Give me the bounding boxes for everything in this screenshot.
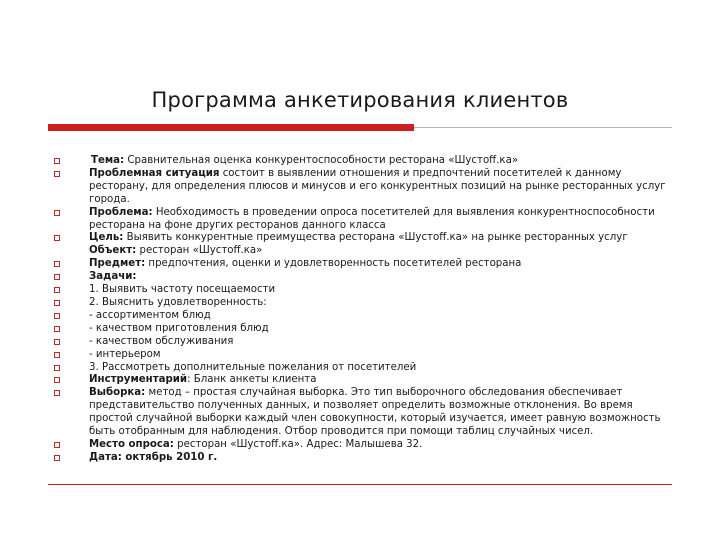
item-text: предпочтения, оценки и удовлетворенность посетителей ресторана	[145, 258, 522, 270]
hollow-square-bullet-icon	[54, 274, 60, 280]
item-label: Предмет:	[89, 258, 146, 270]
item-text: - интерьером	[89, 348, 161, 360]
item-label: Проблемная ситуация	[89, 167, 220, 179]
list-item-task-1	[54, 284, 674, 297]
item-label: Проблема:	[89, 206, 153, 218]
item-text: 3. Рассмотреть дополнительные пожелания от посетителей	[89, 361, 417, 373]
list-item-goal	[54, 232, 674, 245]
list-item-task-2b	[54, 323, 674, 336]
item-text: Сравнительная оценка конкурентоспособности ресторана «Шустoff.ка»	[124, 155, 519, 166]
list-item-task-2c	[54, 336, 674, 349]
item-text: 2. Выяснить удовлетворенность:	[89, 296, 267, 308]
list-item-problem-situation	[54, 168, 674, 207]
item-text: - качеством обслуживания	[89, 335, 234, 347]
list-item-task-2	[54, 297, 674, 310]
hollow-square-bullet-icon	[54, 390, 60, 396]
hollow-square-bullet-icon	[54, 326, 60, 332]
hollow-square-bullet-icon	[54, 455, 60, 461]
item-label: Цель:	[89, 232, 124, 244]
item-text: ресторан «Шустoff.ка». Адрес: Малышева 32.	[173, 438, 423, 450]
hollow-square-bullet-icon	[54, 339, 60, 345]
item-text: Необходимость в проведении опроса посетителей для выявления конкурентноспособности ресторана на фоне других ресторанов данного класса	[89, 206, 655, 231]
item-label: Инструментарий	[89, 374, 188, 386]
hollow-square-bullet-icon	[54, 442, 60, 448]
list-item-sample	[54, 387, 674, 439]
list-item-tasks	[54, 271, 674, 284]
bullet-list	[54, 155, 674, 465]
title-divider-accent-bar	[48, 124, 414, 131]
hollow-square-bullet-icon	[54, 235, 60, 241]
list-item-survey-place	[54, 439, 674, 452]
list-item-task-3	[54, 362, 674, 375]
hollow-square-bullet-icon	[54, 352, 60, 358]
list-item-task-2a	[54, 310, 674, 323]
item-label: Место опроса:	[89, 438, 174, 450]
item-text: - ассортиментом блюд	[89, 309, 211, 321]
hollow-square-bullet-icon	[54, 158, 60, 164]
list-item-object	[54, 245, 674, 258]
item-text: метод – простая случайная выборка. Это тип выборочного обследования обеспечивает представительство полученных данных, и позволяет определить возможные отклонения. Во время простой случайной выборки каждый член совокупности, который изучается, имеет равную возможность быть отобранным для наблюдения. Отбор проводится при помощи таблиц случайных чисел.	[89, 387, 661, 438]
list-item-task-2d	[54, 349, 674, 362]
hollow-square-bullet-icon	[54, 287, 60, 293]
item-text: - качеством приготовления блюд	[89, 322, 269, 334]
item-text: : Бланк анкеты клиента	[187, 374, 317, 386]
slide-title: Программа анкетирования клиентов	[151, 88, 569, 112]
list-item-tools	[54, 374, 674, 387]
item-label: Выборка:	[89, 387, 146, 399]
item-label: Задачи:	[89, 271, 137, 283]
hollow-square-bullet-icon	[54, 261, 60, 267]
bottom-divider	[48, 484, 672, 485]
list-item-subject	[54, 258, 674, 271]
list-item-topic	[54, 155, 674, 168]
list-item-problem	[54, 207, 674, 233]
hollow-square-bullet-icon	[54, 377, 60, 383]
hollow-square-bullet-icon	[54, 171, 60, 177]
hollow-square-bullet-icon	[54, 210, 60, 216]
hollow-square-bullet-icon	[54, 313, 60, 319]
title-divider	[48, 124, 672, 131]
item-text: ресторан «Шустoff.ка»	[136, 245, 263, 257]
hollow-square-bullet-icon	[54, 365, 60, 371]
item-label: Объект:	[89, 245, 137, 257]
hollow-square-bullet-icon	[54, 300, 60, 306]
list-item-date	[54, 452, 674, 465]
item-text: состоит в выявлении отношения и предпочтений посетителей к данному ресторану, для определения плюсов и минусов и его конкурентных позиций на рынке ресторанных услуг города.	[89, 167, 666, 205]
item-label: Дата: октябрь 2010 г.	[89, 451, 218, 463]
item-label: Тема:	[91, 155, 125, 166]
item-text: Выявить конкурентные преимущества ресторана «Шустoff.ка» на рынке ресторанных услуг	[123, 232, 628, 244]
item-text: 1. Выявить частоту посещаемости	[89, 284, 276, 296]
